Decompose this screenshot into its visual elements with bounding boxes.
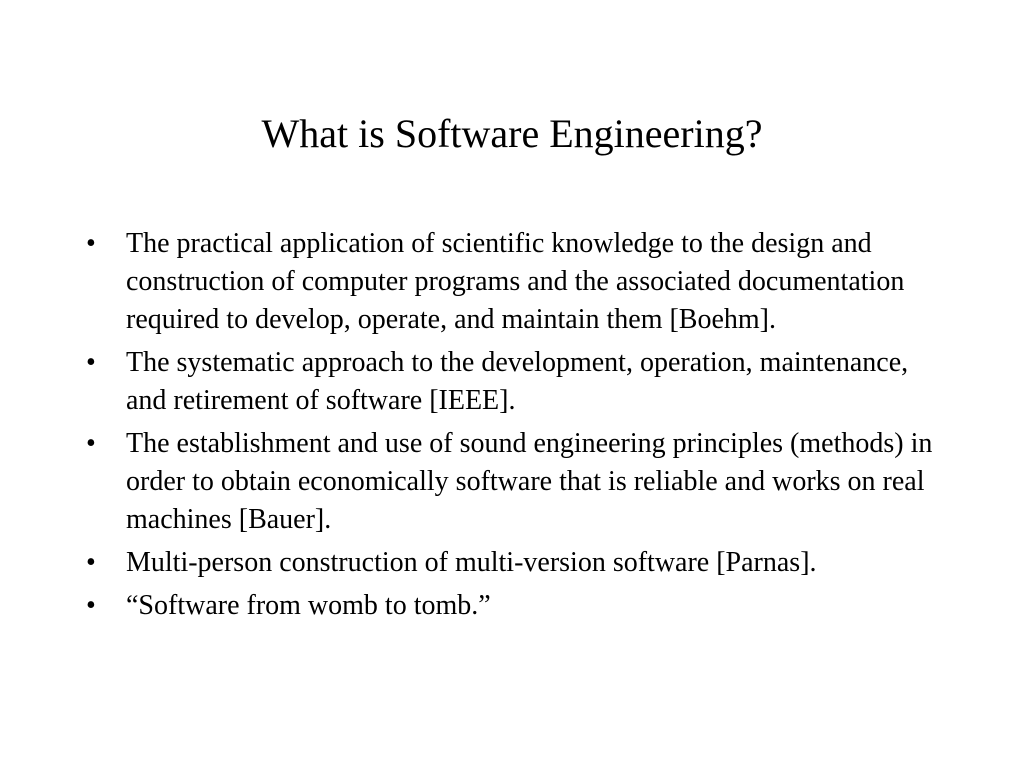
bullet-icon: • (86, 228, 96, 259)
list-item-bauer-definition (86, 425, 946, 539)
bullet-text: Multi-person construction of multi-version software [Parnas]. (126, 547, 817, 578)
bullet-list (86, 225, 946, 630)
bullet-icon: • (86, 428, 96, 459)
bullet-text: The establishment and use of sound engineering principles (methods) in order to obtain economically software that is reliable and works on real machines [Bauer]. (126, 428, 933, 535)
bullet-text: “Software from womb to tomb.” (126, 590, 491, 621)
bullet-icon: • (86, 590, 96, 621)
bullet-icon: • (86, 547, 96, 578)
list-item-parnas-definition (86, 544, 946, 582)
bullet-icon: • (86, 347, 96, 378)
list-item-ieee-definition (86, 344, 946, 420)
slide-title: What is Software Engineering? (261, 111, 763, 156)
list-item-womb-to-tomb (86, 587, 946, 625)
bullet-text: The systematic approach to the development, operation, maintenance, and retirement of software [IEEE]. (126, 347, 909, 416)
list-item-boehm-definition (86, 225, 946, 339)
bullet-text: The practical application of scientific knowledge to the design and construction of computer programs and the associated documentation required to develop, operate, and maintain them [Boehm]. (126, 228, 905, 335)
